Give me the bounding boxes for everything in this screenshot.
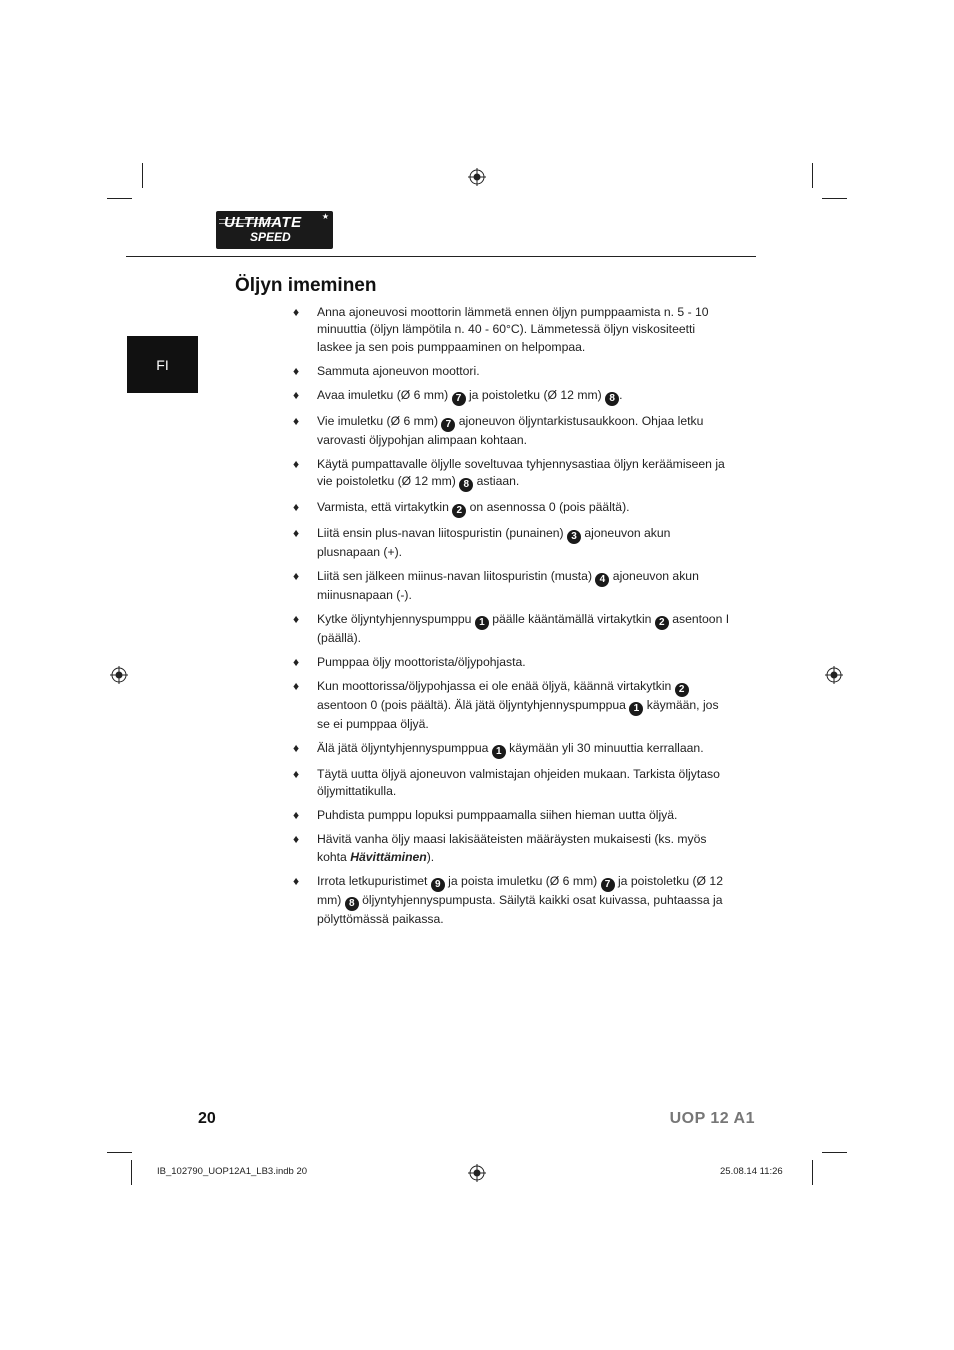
ultimate-speed-logo <box>216 211 333 249</box>
crop-mark <box>822 198 847 199</box>
step-text: ja poista imuletku (Ø 6 mm) <box>444 873 601 888</box>
crop-mark <box>107 198 132 199</box>
part-number-badge: 2 <box>675 683 689 697</box>
crop-mark <box>142 163 143 188</box>
crop-mark <box>812 163 813 188</box>
step-text: Liitä sen jälkeen miinus-navan liitospuristin (musta) <box>317 568 596 583</box>
part-number-badge: 1 <box>475 616 489 630</box>
step-text: käymään yli 30 minuuttia kerrallaan. <box>505 741 704 756</box>
crop-mark <box>107 1152 132 1153</box>
step-text: ). <box>426 849 435 864</box>
part-number-badge: 9 <box>431 878 445 892</box>
step-text: ajoneuvon öljyntarkistusaukkoon. Ohjaa letku varovasti öljypohjan alimpaan kohtaan. <box>317 413 704 447</box>
step-text: Avaa imuletku (Ø 6 mm) <box>317 387 452 402</box>
part-number-badge: 2 <box>452 504 466 518</box>
list-item <box>291 568 731 604</box>
diamond-bullet-icon: ♦ <box>293 832 300 847</box>
diamond-bullet-icon: ♦ <box>293 678 300 693</box>
slug-file: IB_102790_UOP12A1_LB3.indb 20 <box>157 1166 308 1177</box>
registration-mark-icon <box>825 666 843 684</box>
step-text: Puhdista pumppu lopuksi pumppaamalla siihen hieman uutta öljyä. <box>317 808 678 823</box>
step-text: ja poistoletku (Ø 12 mm) <box>317 873 723 907</box>
list-item <box>291 831 731 866</box>
logo-line-2: SPEED <box>250 230 291 244</box>
diamond-bullet-icon: ♦ <box>293 456 300 471</box>
header-rule <box>126 256 756 257</box>
step-text: Varmista, että virtakytkin <box>317 499 453 514</box>
slug-date: 25.08.14 11:26 <box>720 1166 783 1177</box>
diamond-bullet-icon: ♦ <box>293 766 300 781</box>
part-number-badge: 3 <box>567 530 581 544</box>
part-number-badge: 1 <box>629 702 643 716</box>
step-text: Irrota letkupuristimet <box>317 873 431 888</box>
language-tab: FI <box>127 336 198 393</box>
step-text: päälle kääntämällä virtakytkin <box>488 611 655 626</box>
diamond-bullet-icon: ♦ <box>293 387 300 402</box>
list-item <box>291 807 731 824</box>
part-number-badge: 8 <box>345 897 359 911</box>
list-item <box>291 611 731 647</box>
diamond-bullet-icon: ♦ <box>293 499 300 514</box>
part-number-badge: 8 <box>459 478 473 492</box>
list-item <box>291 387 731 406</box>
step-text: Sammuta ajoneuvon moottori. <box>317 363 480 378</box>
part-number-badge: 1 <box>492 745 506 759</box>
list-item <box>291 525 731 561</box>
list-item <box>291 413 731 449</box>
part-number-badge: 2 <box>655 616 669 630</box>
part-number-badge: 8 <box>605 392 619 406</box>
step-text: Käytä pumpattavalle öljylle soveltuvaa tyhjennysastiaa öljyn keräämiseen ja vie poistoletku (Ø 12 mm) <box>317 456 725 488</box>
step-text: öljyntyhjennyspumpusta. Säilytä kaikki osat kuivassa, puhtaassa ja pölyttömässä paikassa. <box>317 892 723 926</box>
crop-mark <box>822 1152 847 1153</box>
step-text: Vie imuletku (Ø 6 mm) <box>317 413 442 428</box>
step-text: Liitä ensin plus-navan liitospuristin (punainen) <box>317 525 567 540</box>
list-item <box>291 363 731 380</box>
step-text: . <box>619 387 623 402</box>
step-text: käymään, jos se ei pumppaa öljyä. <box>317 697 719 731</box>
step-text: Pumppaa öljy moottorista/öljypohjasta. <box>317 654 526 669</box>
diamond-bullet-icon: ♦ <box>293 611 300 626</box>
part-number-badge: 4 <box>595 573 609 587</box>
step-text: Hävitä vanha öljy maasi lakisääteisten määräysten mukaisesti (ks. myös kohta <box>317 832 707 864</box>
registration-mark-icon <box>110 666 128 684</box>
step-text: Kun moottorissa/öljypohjassa ei ole enää öljyä, käännä virtakytkin <box>317 678 675 693</box>
step-text: on asennossa 0 (pois päältä). <box>466 499 630 514</box>
step-text: ajoneuvon akun plusnapaan (+). <box>317 525 671 559</box>
star-icon: ★ <box>321 212 329 221</box>
diamond-bullet-icon: ♦ <box>293 808 300 823</box>
diamond-bullet-icon: ♦ <box>293 525 300 540</box>
step-text: Kytke öljyntyhjennyspumppu <box>317 611 475 626</box>
part-number-badge: 7 <box>441 418 455 432</box>
crop-mark <box>131 1160 132 1185</box>
list-item <box>291 766 731 801</box>
part-number-badge: 7 <box>601 878 615 892</box>
step-text: Anna ajoneuvosi moottorin lämmetä ennen öljyn pumppaamista n. 5 - 10 minuuttia (öljyn lämpötila n. 40 - 60°C). Lämmetessä öljyn viskositeetti laskee ja sen pois pumppaaminen on helpompaa. <box>317 305 709 354</box>
step-text: Täytä uutta öljyä ajoneuvon valmistajan ohjeiden mukaan. Tarkista öljytaso öljymittatikulla. <box>317 766 720 799</box>
crop-mark <box>812 1160 813 1185</box>
step-text: Älä jätä öljyntyhjennyspumppua <box>317 741 492 756</box>
step-text: asentoon 0 (pois päältä). Älä jätä öljyntyhjennyspumppua <box>317 697 630 712</box>
list-item <box>291 499 731 518</box>
logo-line-1: ULTIMATE <box>224 214 302 231</box>
diamond-bullet-icon: ♦ <box>293 873 300 888</box>
diamond-bullet-icon: ♦ <box>293 363 300 378</box>
emphasis-text: Hävittäminen <box>350 849 427 864</box>
diamond-bullet-icon: ♦ <box>293 413 300 428</box>
list-item <box>291 654 731 671</box>
page-number: 20 <box>198 1110 216 1127</box>
step-text: ajoneuvon akun miinusnapaan (-). <box>317 568 699 602</box>
diamond-bullet-icon: ♦ <box>293 741 300 756</box>
diamond-bullet-icon: ♦ <box>293 654 300 669</box>
list-item <box>291 740 731 759</box>
step-text: ja poistoletku (Ø 12 mm) <box>465 387 606 402</box>
list-item <box>291 873 731 928</box>
model-name: UOP 12 A1 <box>669 1110 755 1127</box>
registration-mark-icon <box>468 1164 486 1182</box>
diamond-bullet-icon: ♦ <box>293 305 300 319</box>
step-text: asentoon I (päällä). <box>317 611 730 645</box>
list-item <box>291 456 731 492</box>
list-item <box>291 304 731 356</box>
diamond-bullet-icon: ♦ <box>293 568 300 583</box>
section-title: Öljyn imeminen <box>235 275 377 296</box>
step-text: astiaan. <box>473 473 520 488</box>
instruction-list <box>291 304 731 935</box>
part-number-badge: 7 <box>452 392 466 406</box>
registration-mark-icon <box>468 168 486 186</box>
list-item <box>291 678 731 733</box>
